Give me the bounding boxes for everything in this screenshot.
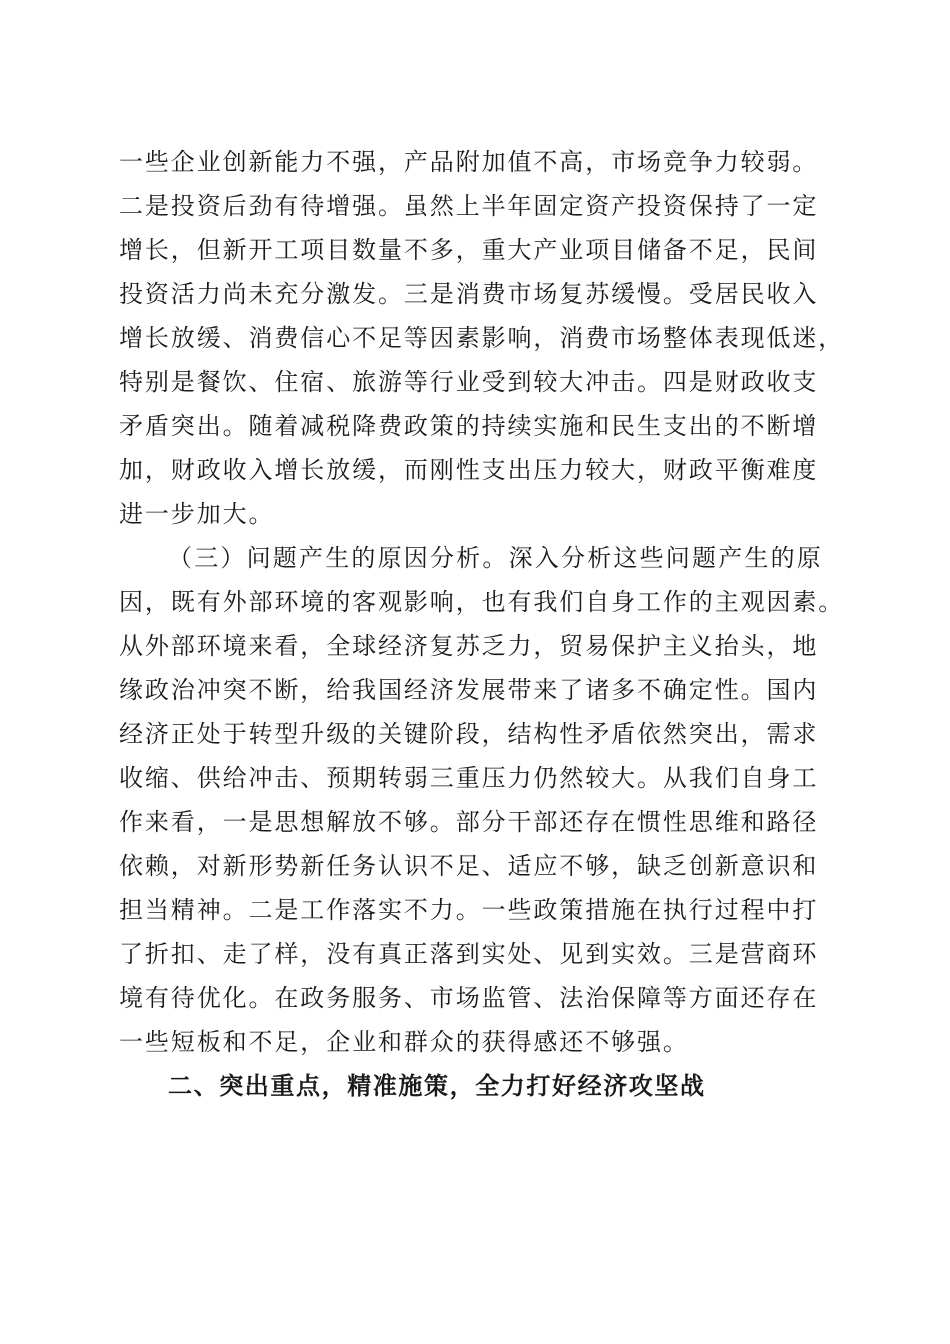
body-text-line: 进一步加大。 [119,500,275,528]
body-text-line: 二是投资后劲有待增强。虽然上半年固定资产投资保持了一定 [119,192,819,220]
body-text-line: 一些短板和不足，企业和群众的获得感还不够强。 [119,1028,689,1056]
body-text-line: 收缩、供给冲击、预期转弱三重压力仍然较大。从我们自身工 [119,764,819,792]
body-text-line: 一些企业创新能力不强，产品附加值不高，市场竞争力较弱。 [119,148,819,176]
body-text-line: 因，既有外部环境的客观影响，也有我们自身工作的主观因素。 [119,588,845,616]
body-text-line: 加，财政收入增长放缓，而刚性支出压力较大，财政平衡难度 [119,456,819,484]
body-text-line: 从外部环境来看，全球经济复苏乏力，贸易保护主义抬头，地 [119,632,819,660]
subsection-lead-line: （三）问题产生的原因分析。深入分析这些问题产生的原 [168,544,823,572]
body-text-line: 投资活力尚未充分激发。三是消费市场复苏缓慢。受居民收入 [119,280,819,308]
body-text-line: 经济正处于转型升级的关键阶段，结构性矛盾依然突出，需求 [119,720,819,748]
body-text-line: 境有待优化。在政务服务、市场监管、法治保障等方面还存在 [119,984,819,1012]
body-text-line: 了折扣、走了样，没有真正落到实处、见到实效。三是营商环 [119,940,819,968]
body-text-line: 特别是餐饮、住宿、旅游等行业受到较大冲击。四是财政收支 [119,368,819,396]
body-text-line: 担当精神。二是工作落实不力。一些政策措施在执行过程中打 [119,896,819,924]
section-heading: 二、突出重点，精准施策，全力打好经济攻坚战 [168,1072,706,1100]
body-text-line: 增长放缓、消费信心不足等因素影响，消费市场整体表现低迷， [119,324,845,352]
body-text-line: 增长，但新开工项目数量不多，重大产业项目储备不足，民间 [119,236,819,264]
body-text-line: 矛盾突出。随着减税降费政策的持续实施和民生支出的不断增 [119,412,819,440]
body-text-line: 依赖，对新形势新任务认识不足、适应不够，缺乏创新意识和 [119,852,819,880]
body-text-line: 作来看，一是思想解放不够。部分干部还存在惯性思维和路径 [119,808,819,836]
body-text-line: 缘政治冲突不断，给我国经济发展带来了诸多不确定性。国内 [119,676,819,704]
